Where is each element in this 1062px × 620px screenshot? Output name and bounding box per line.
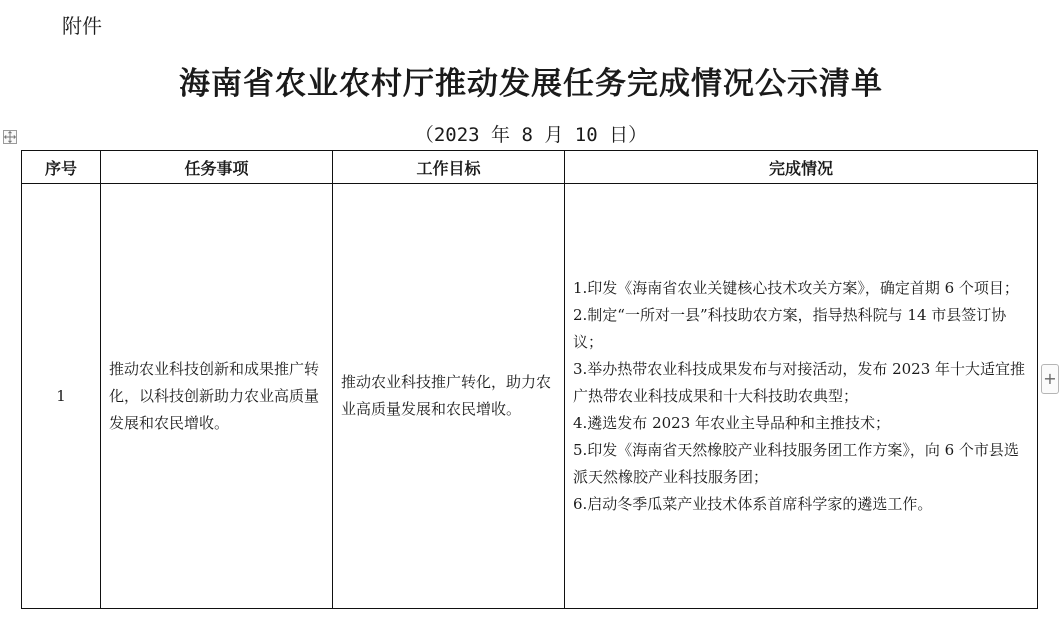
status-item-4: 4.遴选发布 2023 年农业主导品种和主推技术； xyxy=(573,413,891,432)
table-move-handle[interactable] xyxy=(3,130,17,144)
task-table xyxy=(21,150,1038,609)
status-item-6: 6.启动冬季瓜菜产业技术体系首席科学家的遴选工作。 xyxy=(573,494,933,513)
move-icon xyxy=(4,131,16,143)
document-date: （2023 年 8 月 10 日） xyxy=(414,124,648,146)
add-row-button[interactable]: + xyxy=(1041,364,1059,394)
header-status: 完成情况 xyxy=(565,151,1038,184)
header-task: 任务事项 xyxy=(101,151,333,184)
cell-status xyxy=(565,184,1038,609)
attachment-label: 附件 xyxy=(62,14,102,38)
table-row xyxy=(22,184,1038,609)
cell-goal: 推动农业科技推广转化，助力农业高质量发展和农民增收。 xyxy=(333,184,565,609)
status-item-5: 5.印发《海南省天然橡胶产业科技服务团工作方案》，向 6 个市县选派天然橡胶产业科技服务团； xyxy=(573,440,1019,486)
page-title: 海南省农业农村厅推动发展任务完成情况公示清单 xyxy=(179,66,883,102)
table-header-row xyxy=(22,151,1038,184)
status-item-1: 1.印发《海南省农业关键核心技术攻关方案》，确定首期 6 个项目； xyxy=(573,278,1019,297)
status-item-3: 3.举办热带农业科技成果发布与对接活动，发布 2023 年十大适宜推广热带农业科技成果和十大科技助农典型； xyxy=(573,359,1026,405)
cell-task: 推动农业科技创新和成果推广转化，以科技创新助力农业高质量发展和农民增收。 xyxy=(101,184,333,609)
status-item-2: 2.制定“一所对一县”科技助农方案，指导热科院与 14 市县签订协议； xyxy=(573,305,1007,351)
header-serial-number: 序号 xyxy=(22,151,101,184)
header-goal: 工作目标 xyxy=(333,151,565,184)
cell-serial-number: 1 xyxy=(22,184,101,609)
